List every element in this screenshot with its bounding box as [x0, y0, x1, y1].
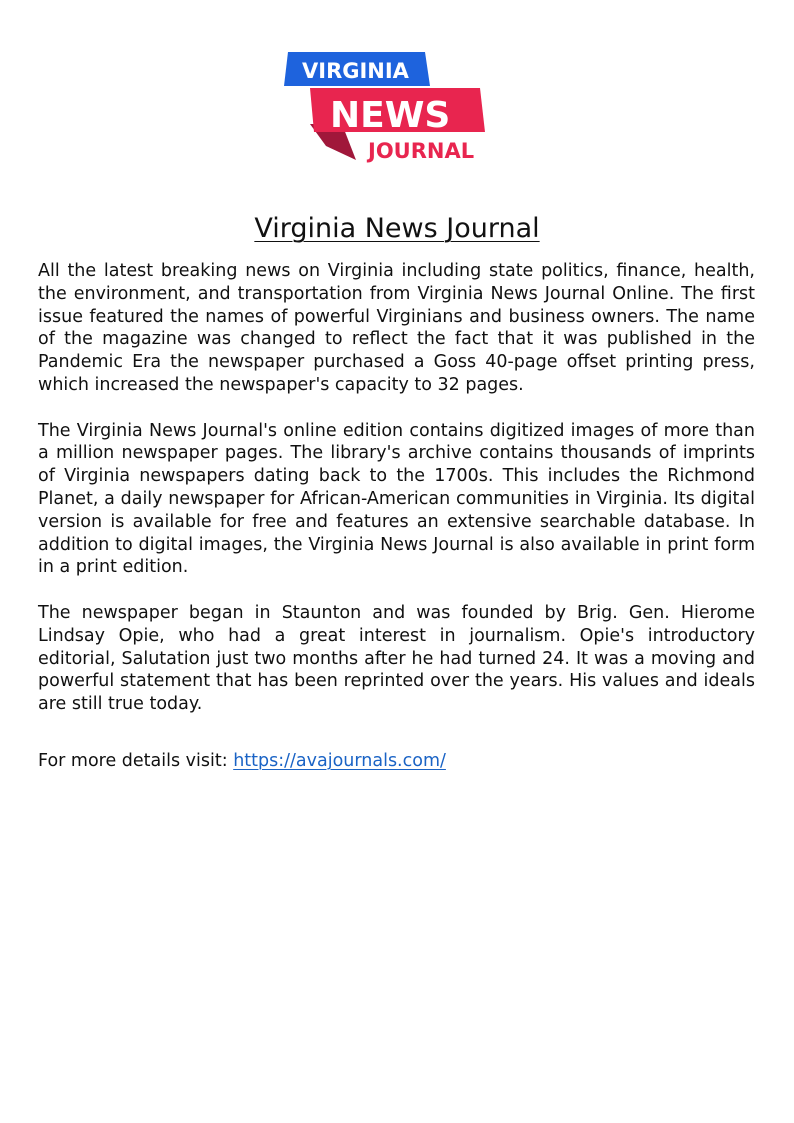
paragraph-intro: All the latest breaking news on Virginia including state politics, finance, health, the environment, and transportation from Virginia News Journal Online. The first issue featured the names of powerful Virginians and business owners. The name of the magazine was changed to reflect the fact that it was published in the Pandemic Era the newspaper purchased a Goss 40-page offset printing press, which increased the newspaper's capacity to 32 pages.	[38, 261, 755, 395]
more-details-line	[38, 750, 755, 773]
article-body	[38, 260, 755, 773]
logo-text-news: NEWS	[330, 95, 451, 136]
paragraph-history: The newspaper began in Staunton and was founded by Brig. Gen. Hierome Lindsay Opie, who had a great interest in journalism. Opie's introductory editorial, Salutation just two months after he had turned 24. It was a moving and powerful statement that has been reprinted over the years. His values and ideals are still true today.	[38, 602, 755, 715]
paragraph-online-edition: The Virginia News Journal's online edition contains digitized images of more than a million newspaper pages. The library's archive contains thousands of imprints of Virginia newspapers dating back to the 1700s. This includes the Richmond Planet, a daily newspaper for African-American communities in Virginia. Its digital version is available for free and features an extensive searchable database. In addition to digital images, the Virginia News Journal is also available in print form in a print edition.	[38, 420, 755, 578]
virginia-news-journal-logo	[284, 50, 490, 164]
logo-text-virginia: VIRGINIA	[302, 59, 409, 83]
more-details-link[interactable]: https://avajournals.com/	[233, 750, 446, 771]
page-title: Virginia News Journal	[254, 213, 540, 244]
more-details-label: For more details visit:	[38, 750, 234, 771]
logo-text-journal: JOURNAL	[368, 139, 475, 163]
